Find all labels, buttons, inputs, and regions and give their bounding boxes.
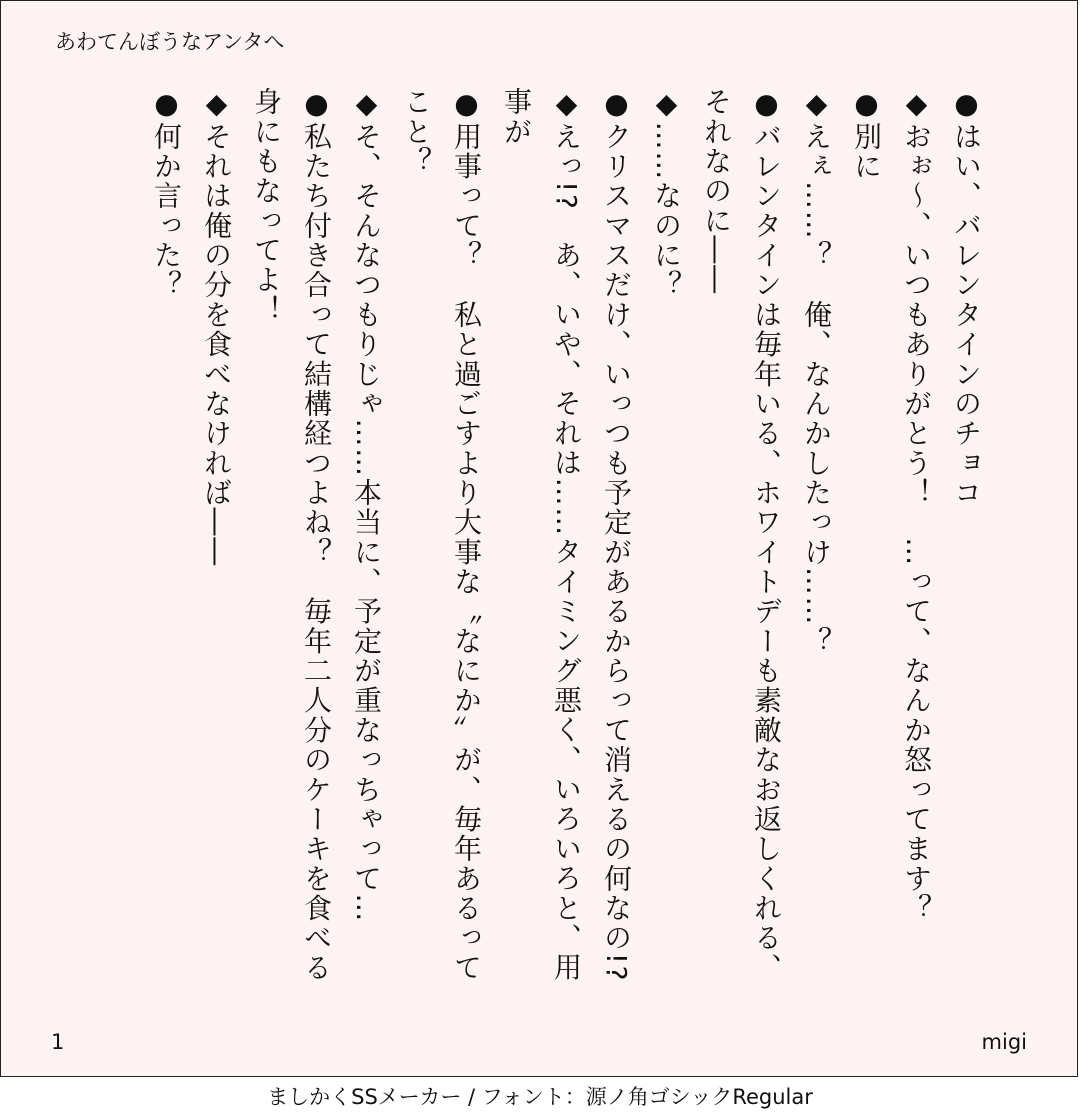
author-name: migi <box>981 1030 1027 1054</box>
dialogue-line: ◆それは俺の分を食べなければ―― <box>200 87 233 567</box>
story-body <box>91 87 991 1007</box>
dialogue-line: ●バレンタインは毎年いる、ホワイトデーも素敵なお返しくれる、それなのに―― <box>700 87 783 983</box>
dialogue-line: ●何か言った？ <box>150 87 183 300</box>
dialogue-line: ●はい、バレンタインのチョコ <box>950 87 983 508</box>
dialogue-line: ◆えぇ……？ 俺、なんかしたっけ……？ <box>800 87 833 656</box>
story-text-vertical <box>141 87 991 997</box>
dialogue-line: ◆そ、そんなつもりじゃ……本当に、予定が重なっちゃって… <box>350 87 383 924</box>
dialogue-line: ●別に <box>850 87 883 182</box>
dialogue-line: ●クリスマスだけ、いっつも予定があるからって消えるの何なの!? <box>600 87 633 983</box>
page-number: 1 <box>51 1030 65 1054</box>
generator-credit: ましかくSSメーカー / フォント：源ノ角ゴシックRegular <box>267 1085 813 1109</box>
dialogue-line: ●私たち付き合って結構経つよね？ 毎年二人分のケーキを食べる身にもなってよ！ <box>250 87 333 983</box>
story-title: あわてんぼうなアンタへ <box>55 30 285 54</box>
dialogue-line: ◆おぉ～、いつもありがとう！ …って、なんか怒ってます？ <box>900 87 933 924</box>
dialogue-line: ◆えっ!? あ、いや、それは……タイミング悪く、いろいろと、用事が <box>500 87 583 983</box>
dialogue-line: ◆……なのに？ <box>650 87 683 300</box>
dialogue-line: ●用事って？ 私と過ごすより大事な〝なにか〟が、毎年あるってこと？ <box>400 87 483 983</box>
